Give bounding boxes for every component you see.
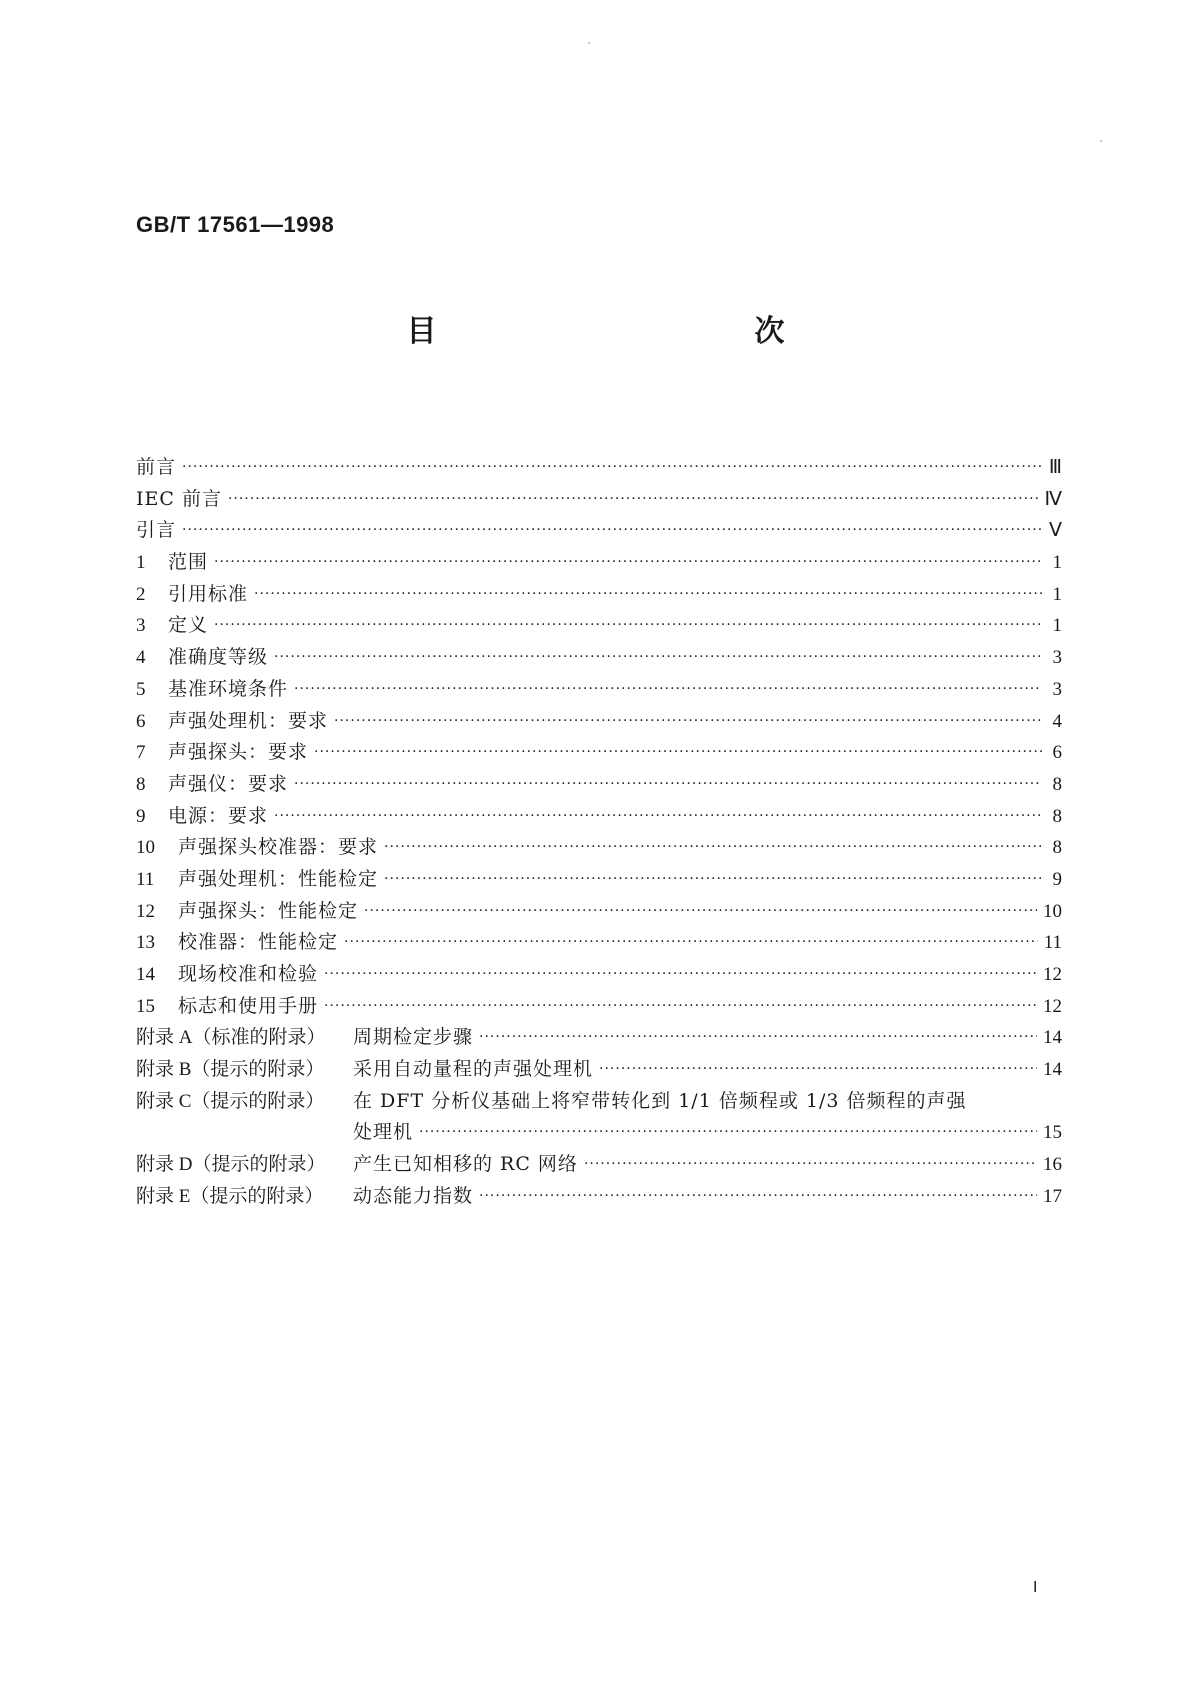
toc-entry-number: 13 <box>136 932 155 954</box>
toc-entry-page: Ⅲ <box>1048 457 1062 478</box>
toc-entry-page: Ⅳ <box>1044 488 1062 510</box>
toc-leader-dots <box>384 832 1042 864</box>
toc-entry-label: 基准环境条件 <box>168 677 289 700</box>
toc-entry-number: 3 <box>136 615 146 637</box>
toc-entry-6[interactable] <box>136 706 1062 738</box>
toc-appendix-number: 附录 C（提示的附录） <box>136 1090 325 1112</box>
toc-entry-appendix-c[interactable] <box>136 1086 1062 1149</box>
toc-entry-label: 声强探头：性能检定 <box>178 899 359 922</box>
toc-entry-number: 11 <box>136 868 155 890</box>
toc-entry-number: 9 <box>136 805 146 827</box>
table-of-contents <box>136 452 1062 1213</box>
toc-entry-number: 8 <box>136 773 146 795</box>
toc-entry-label-continued: 处理机 <box>353 1121 414 1144</box>
toc-entry-page: Ⅴ <box>1049 520 1062 542</box>
toc-leader-dots <box>419 1117 1037 1149</box>
toc-leader-dots <box>228 484 1039 516</box>
toc-entry-iec-preface[interactable] <box>136 484 1062 516</box>
toc-leader-dots <box>274 801 1042 833</box>
toc-entry-page: 14 <box>1043 1027 1062 1049</box>
toc-leader-dots <box>324 991 1037 1023</box>
toc-appendix-number: 附录 D（提示的附录） <box>136 1154 326 1176</box>
toc-appendix-number: 附录 B（提示的附录） <box>136 1059 325 1081</box>
toc-entry-3[interactable] <box>136 610 1062 642</box>
toc-entry-label: 定义 <box>168 614 209 637</box>
toc-entry-label: 声强仪：要求 <box>168 772 289 795</box>
toc-entry-label: 在 DFT 分析仪基础上将窄带转化到 1/1 倍频程或 1/3 倍频程的声强 <box>353 1089 967 1112</box>
toc-leader-dots <box>214 547 1042 579</box>
toc-entry-page: 3 <box>1052 647 1062 669</box>
toc-leader-dots <box>334 706 1042 738</box>
toc-entry-11[interactable] <box>136 864 1062 896</box>
toc-leader-dots <box>384 864 1042 896</box>
toc-entry-appendix-b[interactable] <box>136 1054 1062 1086</box>
toc-entry-page: 6 <box>1052 742 1062 764</box>
toc-entry-number: 4 <box>136 647 146 669</box>
toc-entry-number: 1 <box>136 552 146 574</box>
toc-entry-label: 声强处理机：性能检定 <box>178 867 379 890</box>
toc-entry-number: 15 <box>136 995 155 1017</box>
toc-entry-page: 11 <box>1043 932 1062 954</box>
toc-entry-page: 15 <box>1043 1122 1062 1144</box>
toc-entry-page: 1 <box>1052 615 1062 637</box>
toc-entry-label: 标志和使用手册 <box>178 994 319 1017</box>
toc-appendix-number: 附录 A（标准的附录） <box>136 1027 326 1049</box>
toc-entry-page: 12 <box>1043 995 1062 1017</box>
toc-entry-8[interactable] <box>136 769 1062 801</box>
toc-entry-13[interactable] <box>136 927 1062 959</box>
toc-entry-label: 声强探头校准器：要求 <box>178 836 379 859</box>
toc-entry-page: 3 <box>1052 678 1062 700</box>
toc-entry-9[interactable] <box>136 801 1062 833</box>
toc-entry-page: 17 <box>1043 1185 1062 1207</box>
toc-entry-number: 6 <box>136 710 146 732</box>
toc-entry-5[interactable] <box>136 674 1062 706</box>
toc-leader-dots <box>364 896 1037 928</box>
toc-entry-page: 8 <box>1052 805 1062 827</box>
toc-entry-continuation-line <box>136 1117 1062 1149</box>
toc-entry-label: 现场校准和检验 <box>178 963 319 985</box>
toc-leader-dots <box>599 1054 1037 1086</box>
toc-leader-dots <box>344 927 1038 959</box>
toc-leader-dots <box>294 674 1042 706</box>
toc-entry-page: 1 <box>1052 583 1062 605</box>
toc-entry-number: 14 <box>136 964 155 985</box>
toc-entry-page: 16 <box>1043 1154 1062 1176</box>
toc-entry-10[interactable] <box>136 832 1062 864</box>
toc-leader-dots <box>314 737 1042 769</box>
toc-entry-14[interactable] <box>136 959 1062 991</box>
toc-entry-label: 前言 <box>136 456 177 478</box>
toc-entry-label: 产生已知相移的 RC 网络 <box>353 1153 578 1176</box>
toc-leader-dots <box>584 1149 1037 1181</box>
toc-entry-7[interactable] <box>136 737 1062 769</box>
toc-entry-label: 引用标准 <box>168 582 249 605</box>
toc-leader-dots <box>479 1181 1037 1213</box>
toc-entry-label: 动态能力指数 <box>353 1184 474 1207</box>
toc-entry-label: 周期检定步骤 <box>353 1026 474 1049</box>
toc-entry-number: 2 <box>136 583 146 605</box>
toc-entry-appendix-a[interactable] <box>136 1022 1062 1054</box>
toc-entry-page: 9 <box>1052 868 1062 890</box>
toc-entry-page: 10 <box>1043 900 1062 922</box>
toc-entry-label: 校准器：性能检定 <box>178 931 339 954</box>
toc-entry-12[interactable] <box>136 896 1062 928</box>
toc-entry-page: 1 <box>1052 552 1062 574</box>
toc-entry-number: 7 <box>136 742 146 764</box>
toc-entry-label: 声强处理机：要求 <box>168 709 329 732</box>
toc-entry-4[interactable] <box>136 642 1062 674</box>
toc-entry-page: 12 <box>1043 964 1062 985</box>
toc-entry-label: 声强探头：要求 <box>168 741 309 764</box>
toc-leader-dots <box>214 610 1042 642</box>
page-title: 目 次 <box>406 314 871 349</box>
toc-entry-page: 8 <box>1052 837 1062 859</box>
toc-entry-label: 采用自动量程的声强处理机 <box>353 1058 594 1081</box>
toc-entry-appendix-d[interactable] <box>136 1149 1062 1181</box>
scan-speck <box>1100 140 1102 142</box>
toc-entry-1[interactable] <box>136 547 1062 579</box>
toc-entry-label: IEC 前言 <box>136 487 222 510</box>
toc-entry-number: 12 <box>136 900 155 922</box>
toc-leader-dots <box>294 769 1042 801</box>
toc-leader-dots <box>254 579 1042 611</box>
toc-entry-label: 引言 <box>136 519 177 542</box>
toc-entry-label: 电源：要求 <box>168 804 269 827</box>
toc-entry-page: 14 <box>1043 1059 1062 1081</box>
toc-leader-dots <box>479 1022 1037 1054</box>
toc-entry-label: 范围 <box>168 551 209 574</box>
toc-entry-appendix-e[interactable] <box>136 1181 1062 1213</box>
toc-entry-preface[interactable] <box>136 452 1062 484</box>
standard-code: GB/T 17561—1998 <box>136 212 335 237</box>
toc-entry-introduction[interactable] <box>136 515 1062 547</box>
toc-entry-15[interactable] <box>136 991 1062 1023</box>
toc-leader-dots <box>182 515 1042 547</box>
toc-leader-dots <box>274 642 1042 674</box>
toc-entry-number: 5 <box>136 678 146 700</box>
toc-entry-page: 8 <box>1052 773 1062 795</box>
toc-leader-dots <box>182 452 1042 484</box>
toc-entry-number: 10 <box>136 837 155 859</box>
scan-speck <box>588 42 590 44</box>
toc-entry-label: 准确度等级 <box>168 646 269 669</box>
page-number: Ⅰ <box>1033 1580 1038 1596</box>
toc-entry-page: 4 <box>1052 710 1062 732</box>
toc-entry-2[interactable] <box>136 579 1062 611</box>
toc-appendix-number: 附录 E（提示的附录） <box>136 1185 324 1207</box>
toc-leader-dots <box>324 959 1037 991</box>
toc-entry-first-line <box>136 1086 1062 1118</box>
